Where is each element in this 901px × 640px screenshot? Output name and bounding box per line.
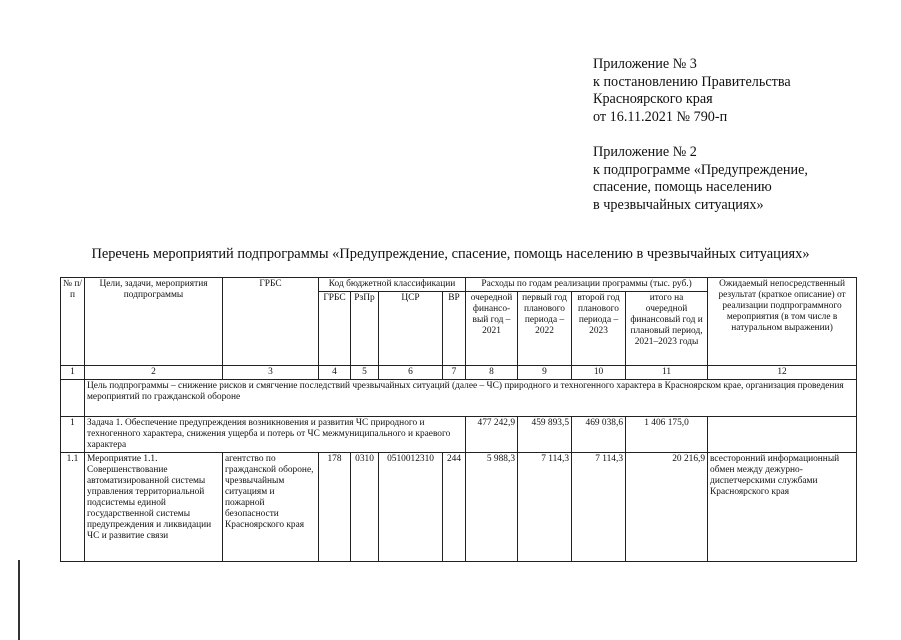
appendix-3-header — [593, 56, 791, 126]
task-exp-total: 1 406 175,0 — [626, 417, 708, 453]
header-exp-2023: второй год планового периода – 2023 — [572, 292, 626, 366]
column-number: 5 — [351, 366, 379, 380]
item-kbk-vr: 244 — [443, 453, 466, 562]
task-exp-2023: 469 038,6 — [572, 417, 626, 453]
item-result: всесторонний информационный обмен между дежурно-диспетчерскими службами Красноярского края — [708, 453, 857, 562]
column-number: 6 — [379, 366, 443, 380]
measures-table — [60, 277, 857, 562]
task-text: Задача 1. Обеспечение предупреждения возникновения и развития ЧС природного и техногенного характера, снижения ущерба и потерь от ЧС межмуниципального и краевого характера — [85, 417, 466, 453]
column-number: 3 — [223, 366, 319, 380]
header-kbk-group: Код бюджетной классификации — [319, 278, 466, 292]
column-number: 8 — [466, 366, 518, 380]
item-kbk-csr: 0510012310 — [379, 453, 443, 562]
item-exp-2022: 7 114,3 — [518, 453, 572, 562]
header-num: № п/п — [61, 278, 85, 366]
appendix-2-header — [593, 144, 808, 214]
header-goals: Цели, задачи, мероприятия подпрограммы — [85, 278, 223, 366]
column-number: 7 — [443, 366, 466, 380]
task-exp-2021: 477 242,9 — [466, 417, 518, 453]
appendix-line: Красноярского края — [593, 91, 713, 107]
header-row — [61, 278, 857, 292]
task-result — [708, 417, 857, 453]
item-grbs: агентство по гражданской обороне, чрезвычайным ситуациям и пожарной безопасности Красноярского края — [223, 453, 319, 562]
header-result: Ожидаемый непосредственный результат (краткое описание) от реализации подпрограммного мероприятия (в том числе в натуральном выражении) — [708, 278, 857, 366]
column-number: 12 — [708, 366, 857, 380]
appendix-line: Приложение № 3 — [593, 56, 697, 72]
header-exp-total: итого на очередной финансовый год и плановый период, 2021–2023 годы — [626, 292, 708, 366]
task-exp-2022: 459 893,5 — [518, 417, 572, 453]
task-num: 1 — [61, 417, 85, 453]
appendix-line: к подпрограмме «Предупреждение, — [593, 161, 808, 178]
goal-num-cell — [61, 380, 85, 417]
column-numbers-row — [61, 366, 857, 380]
column-number: 10 — [572, 366, 626, 380]
column-number: 9 — [518, 366, 572, 380]
item-kbk-rzpr: 0310 — [351, 453, 379, 562]
document-title: Перечень мероприятий подпрограммы «Предупреждение, спасение, помощь населению в чрезвычайных ситуациях» — [91, 246, 810, 262]
header-exp-2022: первый год планового периода – 2022 — [518, 292, 572, 366]
item-row — [61, 453, 857, 562]
task-row — [61, 417, 857, 453]
appendix-line: в чрезвычайных ситуациях» — [593, 196, 764, 213]
appendix-line: Приложение № 2 — [593, 144, 697, 160]
header-kbk-grbs: ГРБС — [319, 292, 351, 366]
header-exp-2021: очередной финансо-вый год – 2021 — [466, 292, 518, 366]
appendix-line: спасение, помощь населению — [593, 179, 772, 195]
column-number: 1 — [61, 366, 85, 380]
header-kbk-csr: ЦСР — [379, 292, 443, 366]
header-kbk-vr: ВР — [443, 292, 466, 366]
page-edge-line — [18, 560, 20, 640]
item-text: Мероприятие 1.1. Совершенствование автоматизированной системы управления территориальной подсистемы единой государственной системы предупреждения и ликвидации ЧС и развитие связи — [85, 453, 223, 562]
column-number: 2 — [85, 366, 223, 380]
item-exp-total: 20 216,9 — [626, 453, 708, 562]
item-exp-2021: 5 988,3 — [466, 453, 518, 562]
appendix-line: от 16.11.2021 № 790-п — [593, 108, 728, 125]
column-number: 4 — [319, 366, 351, 380]
item-num: 1.1 — [61, 453, 85, 562]
column-number: 11 — [626, 366, 708, 380]
header-grbs: ГРБС — [223, 278, 319, 366]
item-kbk-grbs: 178 — [319, 453, 351, 562]
goal-text: Цель подпрограммы – снижение рисков и смягчение последствий чрезвычайных ситуаций (далее – ЧС) природного и техногенного характера в Красноярском крае, организация проведения мероприятий по гражданской обороне — [85, 380, 857, 417]
goal-row — [61, 380, 857, 417]
item-exp-2023: 7 114,3 — [572, 453, 626, 562]
header-expenses-group: Расходы по годам реализации программы (тыс. руб.) — [466, 278, 708, 292]
appendix-line: к постановлению Правительства — [593, 73, 791, 90]
header-kbk-rzpr: РзПр — [351, 292, 379, 366]
